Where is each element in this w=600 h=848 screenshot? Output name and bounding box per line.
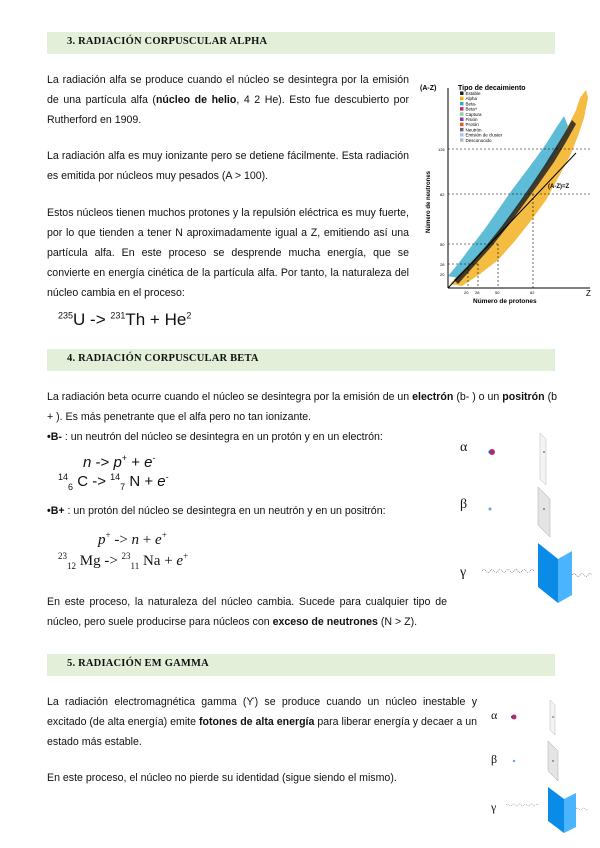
beta-paragraph-1: La radiación beta ocurre cuando el núcleo se desintegra por la emisión de un electrón (b- ) o un positrón (b + ). Es más penetrante que el alfa pero no tan ionizante. bbox=[47, 391, 557, 423]
chart-y-title: Número de neutrones bbox=[426, 170, 432, 233]
alpha-paragraph-1: La radiación alfa se produce cuando el núcleo se desintegra por la emisión de una partícula alfa (núcleo de helio, 4 2 He). Esto fue descubierto por Rutherford en 1909. bbox=[47, 74, 409, 126]
penetration-figure-4 bbox=[478, 425, 596, 605]
beta-particle-icon bbox=[489, 508, 492, 511]
legend-swatch bbox=[460, 107, 464, 111]
fig4-alpha-label: α bbox=[460, 440, 468, 455]
beta-minus-eq-1: n -> p+ + e- bbox=[83, 453, 156, 471]
section-5-header bbox=[47, 654, 555, 676]
legend-swatch bbox=[460, 102, 464, 106]
section-3-header bbox=[47, 32, 555, 54]
fig4-beta-label: β bbox=[460, 497, 468, 512]
chart-ylabel-top: (A-Z) bbox=[420, 85, 437, 92]
legend-entry: Desconocido bbox=[465, 137, 492, 143]
y-tick-28: 28 bbox=[440, 262, 445, 267]
legend-swatch bbox=[460, 123, 464, 127]
legend-entry: Beta+ bbox=[465, 106, 478, 112]
fig5-gamma-label: γ bbox=[491, 800, 497, 814]
penetration-figure-5 bbox=[502, 695, 596, 835]
beta-plus-eq-2: $^{23}_{12}$ Mg -> $^{23}_{11}$ Na + e+ bbox=[58, 551, 189, 571]
paper-sheet bbox=[540, 433, 546, 485]
gamma-paragraph-1: La radiación electromagnética gamma (ϒ) se produce cuando un núcleo inestable y excitado (de alta energía) emite fotones de alta energía para liberar energía y decaer a un estado más estable. bbox=[47, 696, 478, 748]
legend-swatch bbox=[460, 128, 464, 131]
y-tick-126: 126 bbox=[438, 147, 445, 152]
chart-z-label: Z bbox=[586, 289, 591, 298]
legend-swatch bbox=[460, 92, 464, 96]
y-tick-20: 20 bbox=[440, 272, 445, 277]
section-4-header bbox=[47, 349, 555, 371]
legend-entry: Captura bbox=[465, 111, 482, 117]
x-tick-82: 82 bbox=[530, 290, 535, 295]
fig5-beta-label: β bbox=[491, 752, 498, 766]
alpha-paragraph-3: Estos núcleos tienen muchos protones y la repulsión eléctrica es muy fuerte, por lo que tienden a tener N aproximadamente igual a Z, emitiendo así una partícula alfa. En este proceso se desprende mucha energía, que se convierte en energía cinética de la partícula alfa. Por tanto, la naturaleza del núcleo cambia en el proceso: bbox=[47, 207, 409, 299]
lead-block-front-2 bbox=[548, 787, 564, 833]
lead-block-side-2 bbox=[564, 793, 576, 833]
y-tick-82: 82 bbox=[440, 192, 445, 197]
y-tick-50: 50 bbox=[440, 242, 445, 247]
fig4-gamma-label: γ bbox=[460, 565, 467, 580]
legend-entry: Alpha bbox=[465, 96, 478, 102]
section-3-title: 3. RADIACIÓN CORPUSCULAR ALPHA bbox=[67, 36, 268, 47]
legend-swatch bbox=[460, 138, 464, 142]
aluminium-sheet bbox=[538, 487, 550, 537]
beta-plus-eq-1: p+ -> n + e+ bbox=[98, 530, 167, 548]
legend-swatch bbox=[460, 97, 464, 101]
x-tick-50: 50 bbox=[495, 290, 500, 295]
chart-nz-line bbox=[448, 153, 576, 288]
legend-swatch bbox=[460, 118, 464, 122]
fig5-alpha-label: α bbox=[491, 708, 498, 722]
lead-block-front bbox=[538, 543, 558, 603]
beta-paragraph-2: En este proceso, la naturaleza del núcleo cambia. Sucede para cualquier tipo de núcleo, pero suele producirse para núcleos con exceso de neutrones (N > Z). bbox=[47, 596, 447, 628]
chart-x-title: Número de protones bbox=[473, 298, 537, 305]
gamma-wave-icon bbox=[482, 570, 534, 573]
beta-plus-line: •B+ : un protón del núcleo se desintegra en un neutrón y en un positrón: bbox=[47, 505, 386, 517]
chart-legend-title: Tipo de decaimiento bbox=[458, 85, 526, 92]
legend-entry: Estable bbox=[465, 91, 481, 96]
legend-entry: Protón bbox=[465, 122, 479, 128]
alpha-equation: $^{235}U -> ^{231}Th + He^2$ bbox=[58, 310, 192, 329]
beta-minus-eq-2: $^{14}_6$ C -> $^{14}_7$ N + e- bbox=[58, 472, 169, 492]
beta-particle-icon-2 bbox=[513, 760, 515, 762]
legend-swatch bbox=[460, 112, 464, 116]
x-tick-20: 20 bbox=[464, 290, 469, 295]
legend-swatch bbox=[460, 133, 464, 137]
beta-minus-line: •B- : un neutrón del núcleo se desintegra en un protón y en un electrón: bbox=[47, 431, 383, 443]
gamma-paragraph-2: En este proceso, el núcleo no pierde su identidad (sigue siendo el mismo). bbox=[47, 772, 397, 784]
legend-entry: Neutrón bbox=[465, 127, 482, 133]
legend-entry: Beta- bbox=[465, 101, 477, 107]
x-tick-28: 28 bbox=[475, 290, 480, 295]
section-4-title: 4. RADIACIÓN CORPUSCULAR BETA bbox=[67, 353, 259, 364]
legend-entry: Fisión bbox=[465, 117, 478, 122]
segre-chart bbox=[418, 78, 596, 308]
chart-diag-label: (A-Z)=Z bbox=[548, 184, 570, 190]
paper-sheet-2 bbox=[550, 700, 555, 735]
section-5-title: 5. RADIACIÓN EM GAMMA bbox=[67, 658, 209, 669]
gamma-wave-icon-2 bbox=[506, 804, 539, 806]
alpha-paragraph-2: La radiación alfa es muy ionizante pero se detiene fácilmente. Esta radiación es emitida por núcleos muy pesados (A > 100). bbox=[47, 150, 409, 182]
legend-entry: Emisión de cluster bbox=[465, 132, 503, 138]
lead-block-side bbox=[558, 551, 572, 603]
